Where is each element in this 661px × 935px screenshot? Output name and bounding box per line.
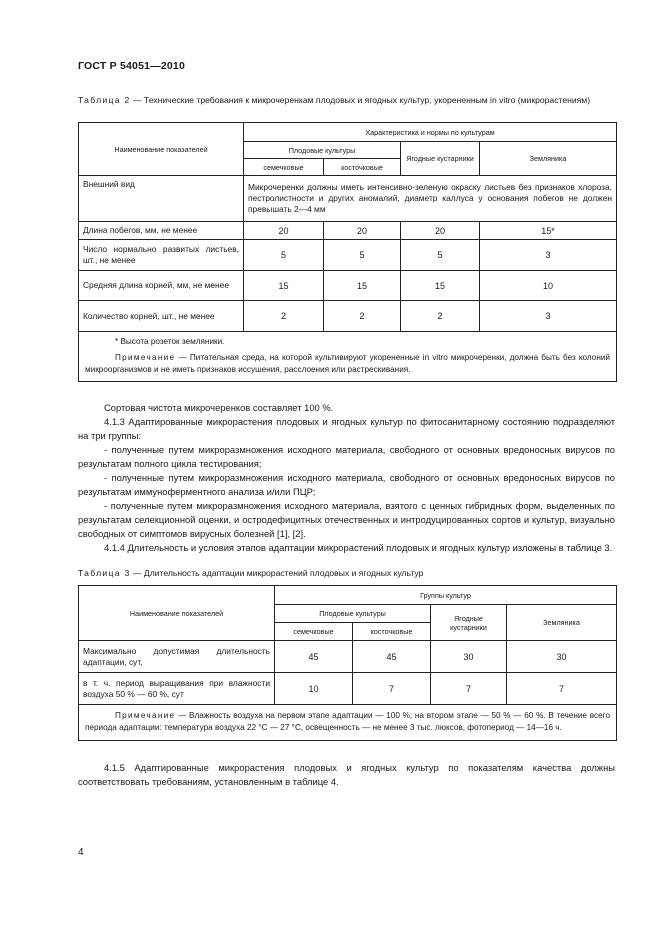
table2-header-indicator: Наименование показателей <box>79 123 244 176</box>
table3-cell: 10 <box>275 673 353 705</box>
table2-row-text: Микрочеренки должны иметь интенсивно-зеленую окраску листьев без признаков хлороза, пестролистности и других аномалий, диаметр каллуса у основания побегов не должен превышать 2—4 мм <box>244 176 617 222</box>
table3-cell: 45 <box>275 641 353 673</box>
table2-row-name: Длина побегов, мм, не менее <box>79 222 244 240</box>
table3-caption-label: Таблица 3 <box>78 568 131 578</box>
table3-notes-row <box>79 705 617 741</box>
table-row <box>79 176 617 222</box>
table2-cell: 2 <box>324 301 401 332</box>
paragraph: - полученные путем микроразмножения исходного материала, свободного от основных вредоносных вирусов по результатам иммуноферментного анализа и/или ПЦР; <box>78 472 615 497</box>
table2-cell: 15* <box>480 222 617 240</box>
table3-cell: 7 <box>353 673 431 705</box>
table2-header-fruit: Плодовые культуры <box>244 142 401 159</box>
table3-cell: 7 <box>431 673 507 705</box>
table3-cell: 7 <box>507 673 617 705</box>
table2-cell: 2 <box>244 301 324 332</box>
table3-note-text: — Влажность воздуха на первом этапе адаптации — 100 %; на втором этапе — 50 % — 60 %. В течение всего периода адаптации: температура воздуха 22 °С — 27 °С, освещенность — не менее 3 тыс. люксов, фотопериод — 14—16 ч. <box>85 711 610 732</box>
paragraph: 4.1.4 Длительность и условия этапов адаптации микрорастений плодовых и ягодных культур изложены в таблице 3. <box>104 542 613 553</box>
table3-cell: 30 <box>431 641 507 673</box>
table3-caption-text: — Длительность адаптации микрорастений плодовых и ягодных культур <box>130 568 424 578</box>
table-row <box>79 271 617 301</box>
table3-header-stone: косточковые <box>353 623 431 641</box>
page-number: 4 <box>78 847 84 858</box>
table3-header-group: Группы культур <box>275 586 617 605</box>
table2-header-berry: Ягодные кустарники <box>401 142 480 176</box>
table-row <box>79 222 617 240</box>
table3-note <box>79 705 617 741</box>
table2-row-name: Внешний вид <box>79 176 244 222</box>
table2-cell: 2 <box>401 301 480 332</box>
table2-row-name: Число нормально развитых листьев, шт., не менее <box>79 240 244 271</box>
standard-header: ГОСТ Р 54051—2010 <box>78 60 186 72</box>
table-row <box>79 673 617 705</box>
table2-row-name: Количество корней, шт., не менее <box>79 301 244 332</box>
table3-header-strawberry: Земляника <box>507 605 617 641</box>
table2-notes-row <box>79 332 617 382</box>
table2-cell: 15 <box>324 271 401 301</box>
table2-cell: 20 <box>324 222 401 240</box>
table2-cell: 5 <box>401 240 480 271</box>
table2-cell: 20 <box>244 222 324 240</box>
table2-header-stone: косточковые <box>324 159 401 176</box>
paragraph: 4.1.5 Адаптированные микрорастения плодовых и ягодных культур по показателям качества должны соответствовать требованиям, установленным в таблице 4. <box>78 762 615 787</box>
table3-caption <box>78 567 615 579</box>
table2-footnote: * Высота розеток земляники. <box>115 337 225 346</box>
table2-cell: 5 <box>324 240 401 271</box>
table3-header-pome: семечковые <box>275 623 353 641</box>
table2-header-strawberry: Земляника <box>480 142 617 176</box>
body-text-section-2 <box>78 761 615 789</box>
table2-note <box>85 352 610 376</box>
table3-header-indicator: Наименование показателей <box>79 586 275 641</box>
table-row <box>79 240 617 271</box>
table2-note-label: Примечание <box>115 353 176 362</box>
table-2 <box>78 122 617 382</box>
table3-note-label: Примечание <box>115 711 176 720</box>
paragraph: - полученные путем микроразмножения исходного материала, взятого с ценных гибридных форм, выделенных по результатам селекционной оценки, и остродефицитных отечественных и интродуцированных сортов и культур, визуально свободных от симптомов вирусных болезней [1], [2]. <box>78 500 615 539</box>
table3-header-fruit: Плодовые культуры <box>275 605 431 623</box>
table3-cell: 30 <box>507 641 617 673</box>
table2-header-pome: семечковые <box>244 159 324 176</box>
table-3 <box>78 585 617 741</box>
paragraph: Сортовая чистота микрочеренков составляет 100 %. <box>104 402 334 413</box>
table-row <box>79 641 617 673</box>
table2-cell: 5 <box>244 240 324 271</box>
body-text-section-1 <box>78 401 615 555</box>
table2-cell: 3 <box>480 240 617 271</box>
table2-notes <box>79 332 617 382</box>
table2-cell: 10 <box>480 271 617 301</box>
table2-cell: 3 <box>480 301 617 332</box>
table2-cell: 15 <box>244 271 324 301</box>
table2-caption <box>78 94 594 106</box>
table2-note-text: — Питательная среда, на которой культивируют укорененные in vitro микрочеренки, должна быть без колоний микроорганизмов и не иметь признаков иссушения, расслоения или растрескивания. <box>85 353 611 374</box>
paragraph: 4.1.3 Адаптированные микрорастения плодовых и ягодных культур по фитосанитарному состоянию подразделяют на три группы: <box>78 416 615 441</box>
table3-cell: 45 <box>353 641 431 673</box>
table2-caption-text: — Технические требования к микрочеренкам плодовых и ягодных культур, укорененным in vitro (микрорастениям) <box>130 95 591 105</box>
table2-cell: 15 <box>401 271 480 301</box>
table2-cell: 20 <box>401 222 480 240</box>
table2-header-group: Характеристика и нормы по культурам <box>244 123 617 142</box>
table-row <box>79 301 617 332</box>
table2-row-name: Средняя длина корней, мм, не менее <box>79 271 244 301</box>
table3-row-name: Максимально допустимая длительность адаптации, сут, <box>79 641 275 673</box>
table3-header-berry: Ягодные кустарники <box>431 605 507 641</box>
paragraph: - полученные путем микроразмножения исходного материала, свободного от основных вредоносных вирусов по результатам полного цикла тестирования; <box>78 444 615 469</box>
table3-row-name: в т. ч. период выращивания при влажности воздуха 50 % — 60 %, сут <box>79 673 275 705</box>
table2-caption-label: Таблица 2 <box>78 95 131 105</box>
